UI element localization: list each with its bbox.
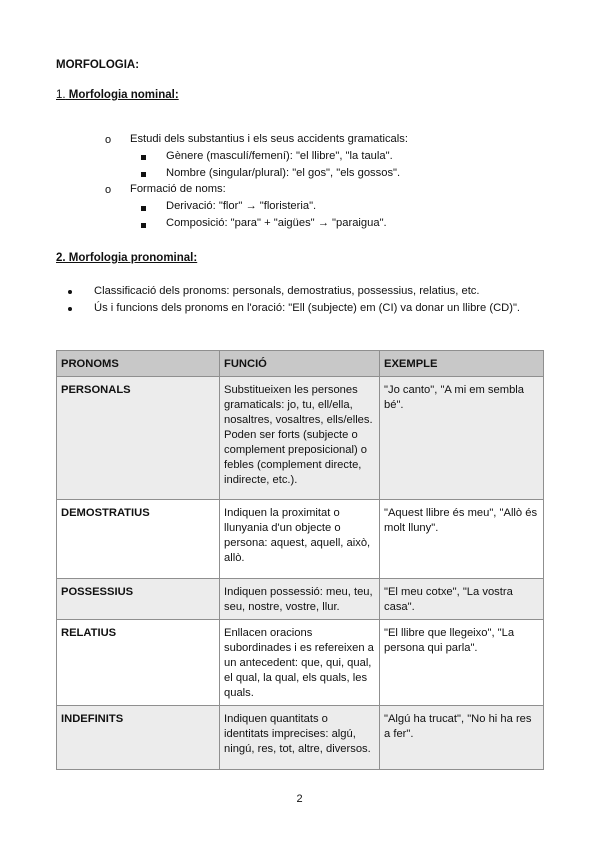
example-cell: "Jo canto", "A mi em sembla bé".: [380, 377, 544, 500]
function-cell: Indiquen possessió: meu, teu, seu, nostre, vostre, llur.: [220, 579, 380, 620]
function-cell: Enllacen oracions subordinades i es refereixen a un antecedent: que, qui, qual, el qual, la qual, els quals, les quals.: [220, 620, 380, 706]
section-1-number: 1.: [56, 89, 66, 101]
example-cell: "Aquest llibre és meu", "Allò és molt lluny".: [380, 500, 544, 579]
square-bullet-icon: [141, 206, 146, 211]
example-cell: "El meu cotxe", "La vostra casa".: [380, 579, 544, 620]
list-subitem: Gènere (masculí/femení): "el llibre", "la taula".: [166, 150, 393, 162]
bullet-icon: [68, 307, 72, 311]
list-item: Ús i funcions dels pronoms en l'oració: "Ell (subjecte) em (CI) va donar un llibre (CD)".: [94, 302, 521, 314]
list-subitem: Composició: "para" + "aigües" → "paraigua".: [166, 217, 387, 229]
table-header-row: [57, 351, 544, 377]
square-bullet-icon: [141, 172, 146, 177]
document-title: MORFOLOGIA:: [56, 59, 140, 71]
pronoun-type-cell: PERSONALS: [57, 377, 220, 500]
column-header: EXEMPLE: [380, 351, 544, 377]
list-subitem: Nombre (singular/plural): "el gos", "els gossos".: [166, 167, 401, 179]
square-bullet-icon: [141, 223, 146, 228]
hollow-bullet-icon: o: [105, 134, 112, 146]
section-1-heading: [56, 88, 179, 103]
list-subitem: Derivació: "flor" → "floristeria".: [166, 200, 317, 212]
pronoun-type-cell: DEMOSTRATIUS: [57, 500, 220, 579]
section-2-heading: 2. Morfologia pronominal:: [56, 252, 198, 264]
column-header: FUNCIÓ: [220, 351, 380, 377]
function-cell: Indiquen la proximitat o llunyania d'un objecte o persona: aquest, aquell, això, allò.: [220, 500, 380, 579]
example-cell: "Algú ha trucat", "No hi ha res a fer".: [380, 706, 544, 770]
table-row: [57, 706, 544, 770]
table-row: [57, 500, 544, 579]
square-bullet-icon: [141, 155, 146, 160]
column-header: PRONOMS: [57, 351, 220, 377]
table-row: [57, 377, 544, 500]
pronoun-type-cell: POSSESSIUS: [57, 579, 220, 620]
hollow-bullet-icon: o: [105, 184, 112, 196]
list-item: Formació de noms:: [130, 183, 226, 195]
pronoun-type-cell: INDEFINITS: [57, 706, 220, 770]
section-1-heading-text: Morfologia nominal:: [65, 89, 179, 101]
table-row: [57, 579, 544, 620]
pronoun-type-cell: RELATIUS: [57, 620, 220, 706]
example-cell: "El llibre que llegeixo", "La persona qui parla".: [380, 620, 544, 706]
bullet-icon: [68, 290, 72, 294]
function-cell: Substitueixen les persones gramaticals: jo, tu, ell/ella, nosaltres, vosaltres, ells/elles. Poden ser forts (subjecte o complement preposicional) o febles (complement directe, indirecte, etc.).: [220, 377, 380, 500]
function-cell: Indiquen quantitats o identitats imprecises: algú, ningú, res, tot, altre, diversos.: [220, 706, 380, 770]
page-number: 2: [296, 793, 303, 805]
list-item: Classificació dels pronoms: personals, demostratius, possessius, relatius, etc.: [94, 285, 480, 297]
table-row: [57, 620, 544, 706]
pronouns-table: [56, 350, 544, 770]
list-item: Estudi dels substantius i els seus accidents gramaticals:: [130, 133, 408, 145]
